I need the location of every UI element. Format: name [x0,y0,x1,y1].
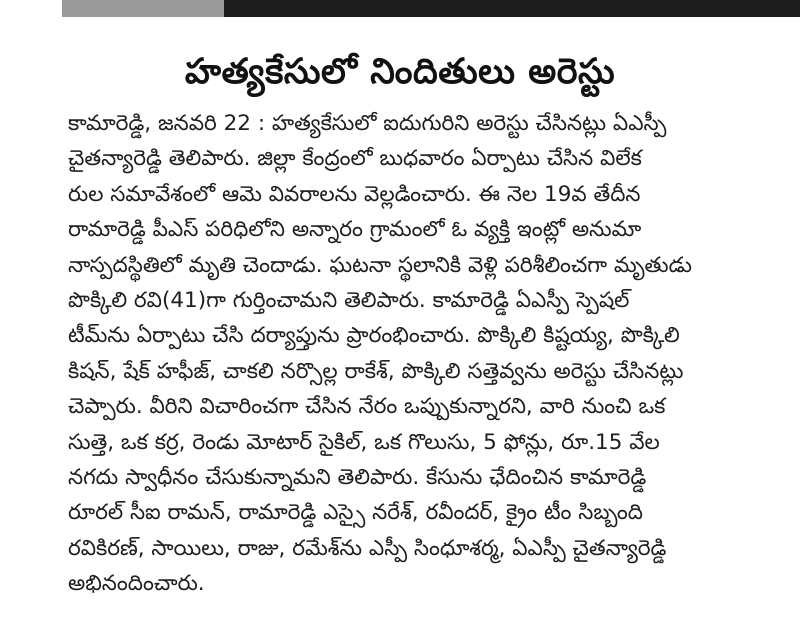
article-line: కిషన్, షేక్ హఫీజ్, చాకలి నర్సొల్ల రాకేశ్, పొక్కిలి సత్తెవ్వను అరెస్టు చేసినట్లు [68,358,684,384]
article-line: అభినందించారు. [68,571,205,597]
article-line: రవికిరణ్, సాయిలు, రాజు, రమేశ్‌ను ఎస్పీ సింధూశర్మ, ఏఎస్పీ చైతన్యారెడ్డి [68,535,667,561]
article-line: పొక్కిలి రవి(41)గా గుర్తించామని తెలిపారు. కామారెడ్డి ఏఎస్పీ స్పెషల్ [68,288,630,314]
article-line: టీమ్‌ను ఏర్పాటు చేసి దర్యాప్తును ప్రారంభించారు. పొక్కిలి కిష్టయ్య, పొక్కిలి [68,323,680,349]
top-header-bar-dark-segment [224,0,800,17]
top-header-bar-light-segment [62,0,224,17]
article-line: కామారెడ్డి, జనవరి 22 : హత్యకేసులో ఐదుగురిని అరెస్టు చేసినట్లు ఏఎస్పీ [68,111,667,136]
article-line: రూరల్ సీఐ రామన్, రామారెడ్డి ఎస్సై నరేశ్, రవీందర్, క్రైం టీం సిబ్బంది [68,500,643,526]
article-body [68,106,776,602]
article-headline: హత్యకేసులో నిందితులు అరెస్టు [184,52,616,92]
article-line: నగదు స్వాధీనం చేసుకున్నామని తెలిపారు. కేసును ఛేదించిన కామారెడ్డి [68,465,647,491]
article-line: సుత్తె, ఒక కర్ర, రెండు మోటార్ సైకిల్, ఒక గొలుసు, 5 ఫోన్లు, రూ.15 వేల [68,429,660,455]
article-line: నాస్పదస్థితిలో మృతి చెందాడు. ఘటనా స్థలానికి వెళ్లి పరిశీలించగా మృతుడు [68,252,692,278]
article-line: చైతన్యారెడ్డి తెలిపారు. జిల్లా కేంద్రంలో బుధవారం ఏర్పాటు చేసిన విలేక [68,146,642,172]
article-line: రుల సమావేశంలో ఆమె వివరాలను వెల్లడించారు. ఈ నెల 19వ తేదీన [68,181,641,207]
article-line: చెప్పారు. వీరిని విచారించగా చేసిన నేరం ఒప్పుకున్నారని, వారి నుంచి ఒక [68,394,666,420]
article-line: రామారెడ్డి పీఎస్ పరిధిలోని అన్నారం గ్రామంలో ఓ వ్యక్తి ఇంట్లో అనుమా [68,217,642,243]
top-header-bar [62,0,800,17]
